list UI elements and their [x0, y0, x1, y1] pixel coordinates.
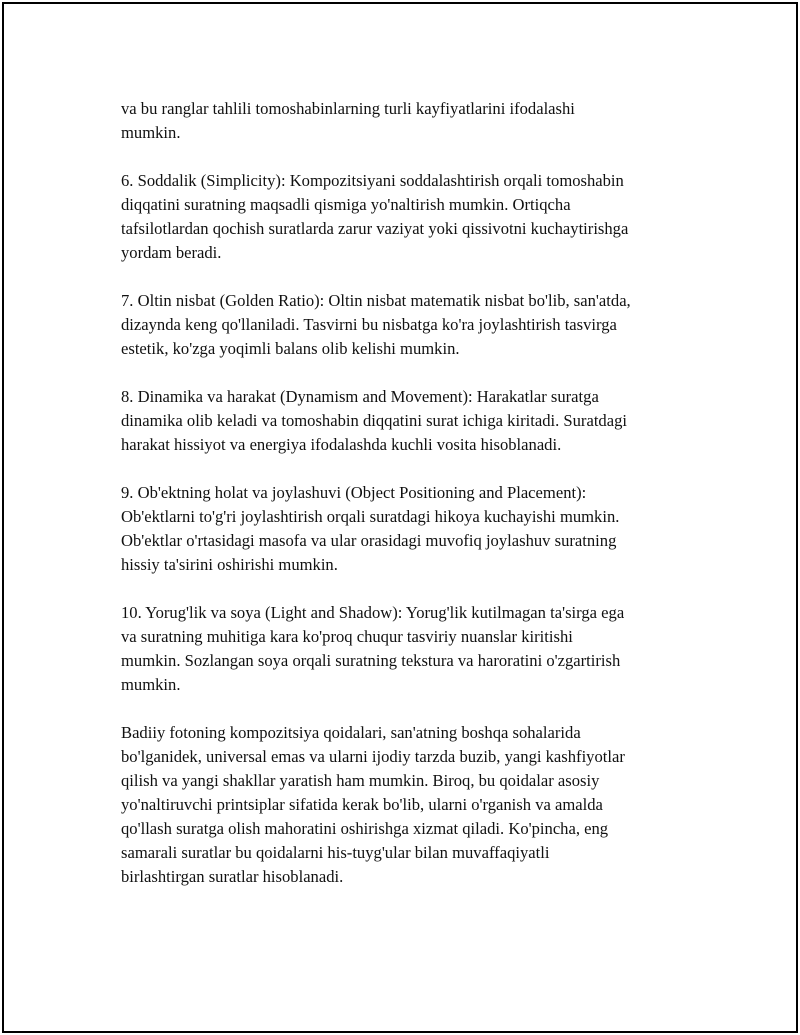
text-line: 7. Oltin nisbat (Golden Ratio): Oltin nisbat matematik nisbat bo'lib, san'atda,	[121, 291, 631, 310]
text-line: harakat hissiyot va energiya ifodalashda kuchli vosita hisoblanadi.	[121, 435, 562, 454]
paragraph-object-positioning	[121, 481, 711, 577]
text-line: bo'lganidek, universal emas va ularni ijodiy tarzda buzib, yangi kashfiyotlar	[121, 747, 625, 766]
text-line: diqqatini suratning maqsadli qismiga yo'naltirish mumkin. Ortiqcha	[121, 195, 571, 214]
text-line: Ob'ektlar o'rtasidagi masofa va ular orasidagi muvofiq joylashuv suratning	[121, 531, 617, 550]
text-line: 8. Dinamika va harakat (Dynamism and Movement): Harakatlar suratga	[121, 387, 599, 406]
text-line: estetik, ko'zga yoqimli balans olib kelishi mumkin.	[121, 339, 460, 358]
text-line: birlashtirgan suratlar hisoblanadi.	[121, 867, 344, 886]
paragraph-conclusion	[121, 721, 711, 889]
paragraph-simplicity	[121, 169, 711, 265]
text-line: qo'llash suratga olish mahoratini oshirishga xizmat qiladi. Ko'pincha, eng	[121, 819, 609, 838]
text-line: yo'naltiruvchi printsiplar sifatida kerak bo'lib, ularni o'rganish va amalda	[121, 795, 603, 814]
paragraph-golden-ratio	[121, 289, 711, 361]
text-line: Badiiy fotoning kompozitsiya qoidalari, san'atning boshqa sohalarida	[121, 723, 581, 742]
text-line: mumkin. Sozlangan soya orqali suratning tekstura va haroratini o'zgartirish	[121, 651, 621, 670]
text-line: va suratning muhitiga kara ko'proq chuqur tasviriy nuanslar kiritishi	[121, 627, 573, 646]
text-line: hissiy ta'sirini oshirishi mumkin.	[121, 555, 338, 574]
text-line: Ob'ektlarni to'g'ri joylashtirish orqali suratdagi hikoya kuchayishi mumkin.	[121, 507, 620, 526]
text-line: 10. Yorug'lik va soya (Light and Shadow): Yorug'lik kutilmagan ta'sirga ega	[121, 603, 625, 622]
text-line: tafsilotlardan qochish suratlarda zarur vaziyat yoki qissivotni kuchaytirishga	[121, 219, 629, 238]
text-line: samarali suratlar bu qoidalarni his-tuyg'ular bilan muvaffaqiyatli	[121, 843, 550, 862]
page-frame	[2, 2, 798, 1033]
text-line: yordam beradi.	[121, 243, 222, 262]
text-line: qilish va yangi shakllar yaratish ham mumkin. Biroq, bu qoidalar asosiy	[121, 771, 600, 790]
text-line: dinamika olib keladi va tomoshabin diqqatini surat ichiga kiritadi. Suratdagi	[121, 411, 628, 430]
paragraph-dynamism	[121, 385, 711, 457]
text-line: va bu ranglar tahlili tomoshabinlarning turli kayfiyatlarini ifodalashi	[121, 99, 575, 118]
text-line: dizaynda keng qo'llaniladi. Tasvirni bu nisbatga ko'ra joylashtirish tasvirga	[121, 315, 617, 334]
paragraph-light-shadow	[121, 601, 711, 697]
text-line: mumkin.	[121, 675, 181, 694]
text-line: 9. Ob'ektning holat va joylashuvi (Object Positioning and Placement):	[121, 483, 587, 502]
text-line: mumkin.	[121, 123, 181, 142]
text-line: 6. Soddalik (Simplicity): Kompozitsiyani soddalashtirish orqali tomoshabin	[121, 171, 624, 190]
paragraph-colors-continued	[121, 97, 711, 145]
text-column	[121, 97, 711, 913]
